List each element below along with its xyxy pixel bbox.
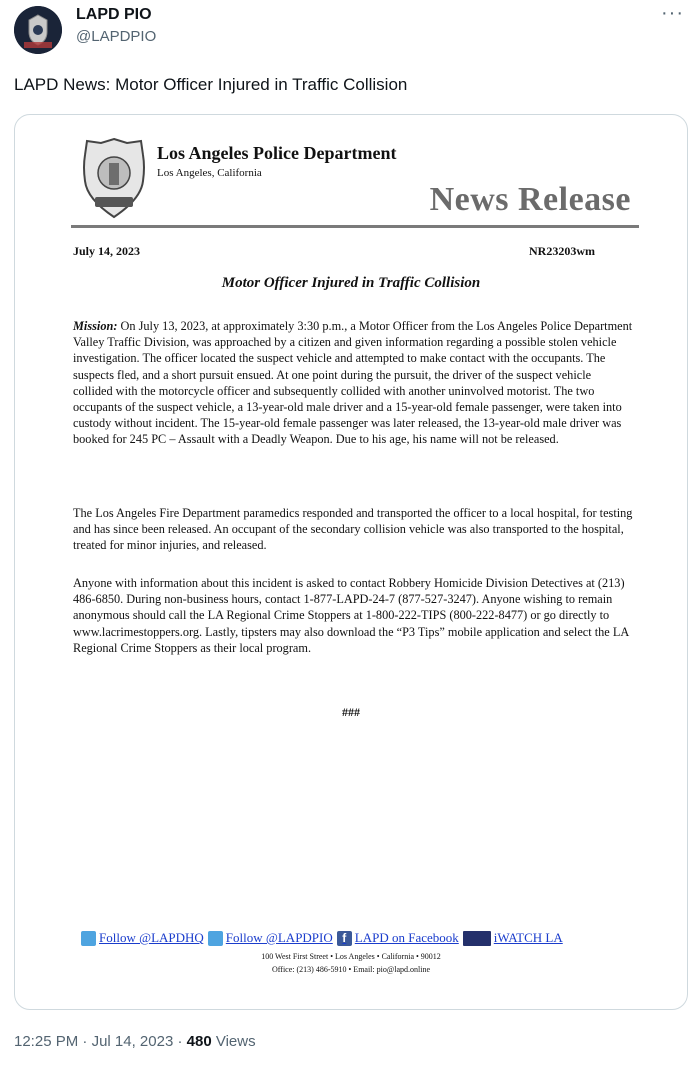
lapd-badge-icon [14, 6, 62, 54]
mission-label: Mission: [73, 319, 118, 333]
tweet-media-image[interactable] [14, 114, 688, 1010]
footer-social-links [81, 930, 563, 946]
release-number: NR23203wm [529, 244, 595, 258]
dept-name: Los Angeles Police Department [157, 143, 397, 163]
avatar[interactable] [14, 6, 62, 54]
iwatch-link [463, 930, 563, 946]
display-name[interactable]: LAPD PIO [76, 6, 152, 23]
release-date: July 14, 2023 [73, 244, 141, 258]
iwatch-icon [463, 931, 491, 946]
lapd-badge-icon [81, 137, 147, 221]
account-handle[interactable]: @LAPDPIO [76, 28, 157, 45]
release-paragraph-1 [73, 318, 633, 448]
news-release-banner: News Release [429, 181, 631, 218]
facebook-icon: f [337, 931, 352, 946]
news-release-document [15, 115, 687, 1009]
tweet-time[interactable]: 12:25 PM [14, 1033, 79, 1050]
facebook-label: LAPD on Facebook [354, 930, 459, 945]
footer-contact: Office: (213) 486-5910 • Email: pio@lapd.online [272, 965, 430, 974]
tweet-text: LAPD News: Motor Officer Injured in Traffic Collision [14, 75, 408, 94]
release-headline: Motor Officer Injured in Traffic Collision [221, 275, 481, 291]
follow-lapdpio-link [208, 930, 333, 946]
iwatch-label: iWATCH LA [493, 930, 563, 945]
release-paragraph-3: Anyone with information about this incident is asked to contact Robbery Homicide Division Detectives at (213) 486-6850. During non-business hours, contact 1-877-LAPD-24-7 (877-527-3247). Anyone wishing to remain anonymous should call the LA Regional Crime Stoppers at 1-800-222-TIPS (800-222-8477) or go directly to www.lacrimestoppers.org. Lastly, tipsters may also download the “P3 Tips” mobile application and select the LA Regional Crime Stoppers as their local program. [73, 576, 629, 655]
release-paragraph-2: The Los Angeles Fire Department paramedics responded and transported the officer to a local hospital, for testing and has since been released. An occupant of the secondary collision vehicle was also transported to the hospital, treated for minor injuries, and released. [73, 506, 633, 553]
follow-lapdpio-label: Follow @LAPDPIO [225, 930, 333, 945]
twitter-icon [81, 931, 96, 946]
end-mark: ### [342, 705, 360, 719]
more-horizontal-icon[interactable]: ··· [661, 2, 684, 24]
footer-address: 100 West First Street • Los Angeles • California • 90012 [261, 952, 441, 961]
follow-lapdhq-link [81, 930, 204, 946]
views-count: 480 [186, 1033, 212, 1050]
views-label: Views [215, 1033, 256, 1050]
follow-lapdhq-label: Follow @LAPDHQ [99, 930, 204, 945]
paragraph-1-text: On July 13, 2023, at approximately 3:30 p.m., a Motor Officer from the Los Angeles Police Department Valley Traffic Division, was approached by a citizen and given information regarding a possible stolen vehicle investigation. The officer located the suspect vehicle and attempted to make contact with the occupants. The suspects fled, and a short pursuit ensued. At one point during the pursuit, the driver of the suspect vehicle collided with the motorcycle officer and subsequently collided with another uninvolved motorist. The two occupants of the suspect vehicle, a 13-year-old male driver and a 15-year-old female passenger, were taken into custody without incident. The 15-year-old female passenger was later released, the 13-year-old male driver was booked for 245 PC – Assault with a Deadly Weapon. Due to his age, his name will not be released. [73, 319, 633, 447]
dept-city: Los Angeles, California [157, 167, 262, 179]
twitter-icon [208, 931, 223, 946]
header-divider [71, 225, 639, 228]
tweet-meta: 12:25 PM · Jul 14, 2023 · 480 Views [14, 1033, 256, 1050]
tweet-date[interactable]: Jul 14, 2023 [91, 1033, 174, 1050]
facebook-link [337, 930, 459, 946]
